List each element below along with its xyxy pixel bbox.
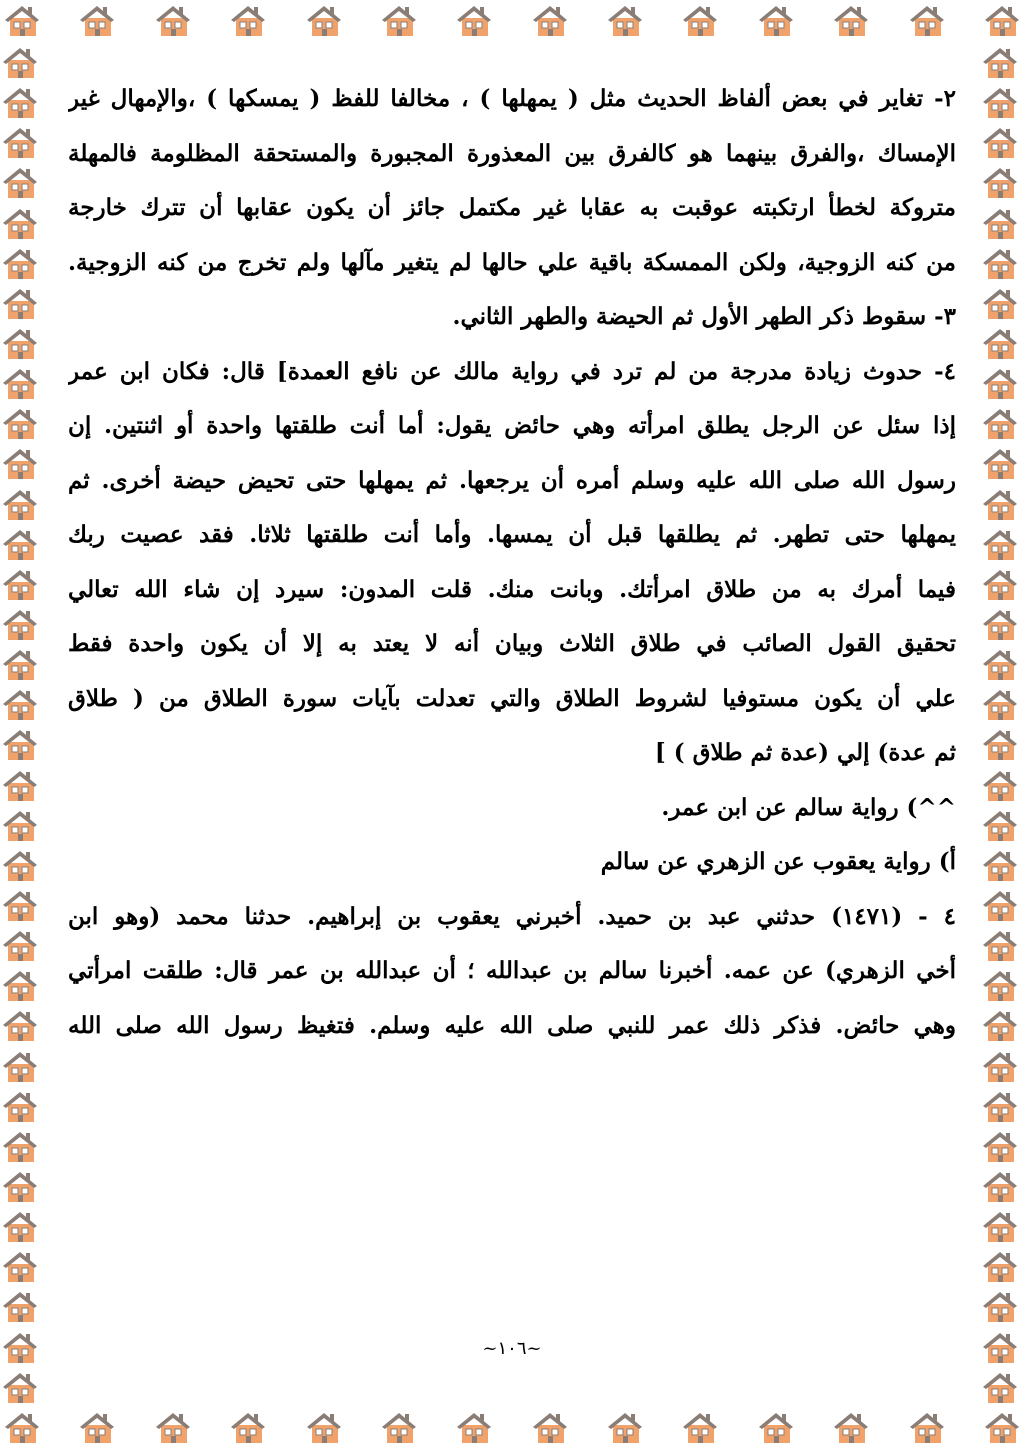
house-icon: [228, 1407, 268, 1449]
subsection-heading: أ) رواية يعقوب عن الزهري عن سالم: [600, 848, 956, 875]
house-icon: [0, 162, 44, 202]
house-icon: [0, 805, 44, 845]
house-icon: [0, 42, 44, 82]
house-icon: [980, 925, 1024, 965]
body-line: ٤ - (١٤٧١) حدثني عبد بن حميد. أخبرني يعقوب بن إبراهيم. حدثنا محمد (وهو ابن: [68, 902, 956, 930]
body-line: علي أن يكون مستوفيا لشروط الطلاق والتي تعدلت بآيات سورة الطلاق من ( طلاق: [68, 684, 956, 712]
house-icon: [0, 1126, 44, 1166]
section-heading: ^^) رواية سالم عن ابن عمر.: [661, 793, 956, 821]
body-line: وهي حائض. فذكر ذلك عمر للنبي صلى الله عليه وسلم. فتغيظ رسول الله صلى الله: [68, 1011, 956, 1039]
page-border-top: [0, 0, 1024, 42]
house-icon: [530, 1407, 570, 1449]
house-icon: [980, 203, 1024, 243]
house-icon: [980, 644, 1024, 684]
house-icon: [980, 965, 1024, 1005]
house-icon: [77, 0, 117, 42]
house-icon: [980, 122, 1024, 162]
house-icon: [0, 82, 44, 122]
body-line: الإمساك ،والفرق بينهما هو كالفرق بين المعذورة المجبورة والمستحقة المظلومة فالمهلة: [68, 139, 956, 167]
house-icon: [831, 1407, 871, 1449]
house-icon: [0, 122, 44, 162]
house-icon: [0, 524, 44, 564]
house-icon: [980, 1005, 1024, 1045]
house-icon: [0, 1086, 44, 1126]
house-icon: [980, 42, 1024, 82]
body-line: تحقيق القول الصائب في طلاق الثلاث وبيان أنه لا يعتد به إلا أن يكون واحدة فقط: [68, 630, 956, 657]
page-border-right: [980, 42, 1024, 1407]
house-icon: [0, 1005, 44, 1045]
house-icon: [605, 1407, 645, 1449]
house-icon: [831, 0, 871, 42]
house-icon: [0, 1166, 44, 1206]
house-icon: [980, 1206, 1024, 1246]
house-icon: [980, 162, 1024, 202]
house-icon: [0, 604, 44, 644]
house-icon: [980, 564, 1024, 604]
house-icon: [0, 243, 44, 283]
body-line: متروكة لخطأ ارتكبته عوقبت به عقابا غير مكتمل جائز أن يكون عقابها أن تترك خارجة: [68, 194, 956, 221]
house-icon: [0, 564, 44, 604]
body-line: أخي الزهري) عن عمه. أخبرنا سالم بن عبدالله ؛ أن عبدالله بن عمر قال: طلقت امرأتي: [68, 957, 956, 984]
house-icon: [907, 0, 947, 42]
body-line: ٢- تغاير في بعض ألفاظ الحديث مثل ( يمهلها ) ، مخالفا للفظ ( يمسكها ) ،والإمهال غير: [68, 85, 956, 112]
house-icon: [980, 363, 1024, 403]
house-icon: [907, 1407, 947, 1449]
house-icon: [0, 484, 44, 524]
house-icon: [454, 0, 494, 42]
house-icon: [980, 443, 1024, 483]
house-icon: [982, 1407, 1022, 1449]
body-line: ثم عدة) إلي (عدة ثم طلاق ) ]: [654, 739, 956, 766]
house-icon: [0, 283, 44, 323]
house-icon: [0, 1367, 44, 1407]
house-icon: [304, 1407, 344, 1449]
house-icon: [0, 765, 44, 805]
house-icon: [980, 845, 1024, 885]
house-icon: [2, 1407, 42, 1449]
house-icon: [379, 1407, 419, 1449]
house-icon: [980, 885, 1024, 925]
house-icon: [605, 0, 645, 42]
house-icon: [680, 1407, 720, 1449]
house-icon: [77, 1407, 117, 1449]
house-icon: [0, 1046, 44, 1086]
house-icon: [0, 443, 44, 483]
house-icon: [980, 403, 1024, 443]
house-icon: [153, 0, 193, 42]
house-icon: [0, 1246, 44, 1286]
house-icon: [0, 644, 44, 684]
house-icon: [0, 724, 44, 764]
house-icon: [980, 1086, 1024, 1126]
body-line: من كنه الزوجية، ولكن الممسكة باقية علي حالها لم يتغير مآلها ولم تخرج من كنه الزوجية.: [68, 248, 956, 276]
house-icon: [0, 925, 44, 965]
page-border-left: [0, 42, 44, 1407]
house-icon: [228, 0, 268, 42]
house-icon: [0, 845, 44, 885]
house-icon: [980, 1046, 1024, 1086]
house-icon: [530, 0, 570, 42]
house-icon: [980, 805, 1024, 845]
house-icon: [980, 1367, 1024, 1407]
house-icon: [982, 0, 1022, 42]
house-icon: [304, 0, 344, 42]
house-icon: [980, 1286, 1024, 1326]
house-icon: [0, 363, 44, 403]
house-icon: [0, 203, 44, 243]
house-icon: [980, 243, 1024, 283]
house-icon: [980, 604, 1024, 644]
house-icon: [0, 965, 44, 1005]
page-body: [68, 72, 956, 1362]
body-line: إذا سئل عن الرجل يطلق امرأته وهي حائض يقول: أما أنت طلقتها واحدة أو اثنتين. إن: [68, 412, 956, 439]
body-line: ٣- سقوط ذكر الطهر الأول ثم الحيضة والطهر الثاني.: [452, 303, 956, 330]
house-icon: [680, 0, 720, 42]
page-number: ~١٠٦~: [482, 1338, 542, 1359]
house-icon: [0, 323, 44, 363]
house-icon: [2, 0, 42, 42]
house-icon: [756, 1407, 796, 1449]
house-icon: [0, 1286, 44, 1326]
house-icon: [153, 1407, 193, 1449]
house-icon: [980, 765, 1024, 805]
house-icon: [0, 684, 44, 724]
body-line: فيما أمرك به من طلاق امرأتك. وبانت منك. قلت المدون: سيرد إن شاء الله تعالي: [68, 575, 956, 603]
house-icon: [0, 885, 44, 925]
house-icon: [980, 724, 1024, 764]
house-icon: [756, 0, 796, 42]
house-icon: [0, 403, 44, 443]
house-icon: [980, 323, 1024, 363]
house-icon: [980, 1166, 1024, 1206]
house-icon: [980, 283, 1024, 323]
house-icon: [379, 0, 419, 42]
house-icon: [980, 684, 1024, 724]
body-line: يمهلها حتى تطهر. ثم يطلقها قبل أن يمسها. وأما أنت طلقتها ثلاثا. فقد عصيت ربك: [68, 521, 956, 548]
house-icon: [454, 1407, 494, 1449]
house-icon: [980, 484, 1024, 524]
page-border-bottom: [0, 1407, 1024, 1449]
house-icon: [980, 82, 1024, 122]
body-line: رسول الله صلى الله عليه وسلم أمره أن يرجعها. ثم يمهلها حتى تحيض حيضة أخرى. ثم: [68, 466, 956, 494]
body-line: ٤- حدوث زيادة مدرجة من لم ترد في رواية مالك عن نافع العمدة] قال: فكان ابن عمر: [68, 357, 956, 385]
house-icon: [980, 524, 1024, 564]
house-icon: [980, 1126, 1024, 1166]
house-icon: [0, 1206, 44, 1246]
house-icon: [980, 1246, 1024, 1286]
